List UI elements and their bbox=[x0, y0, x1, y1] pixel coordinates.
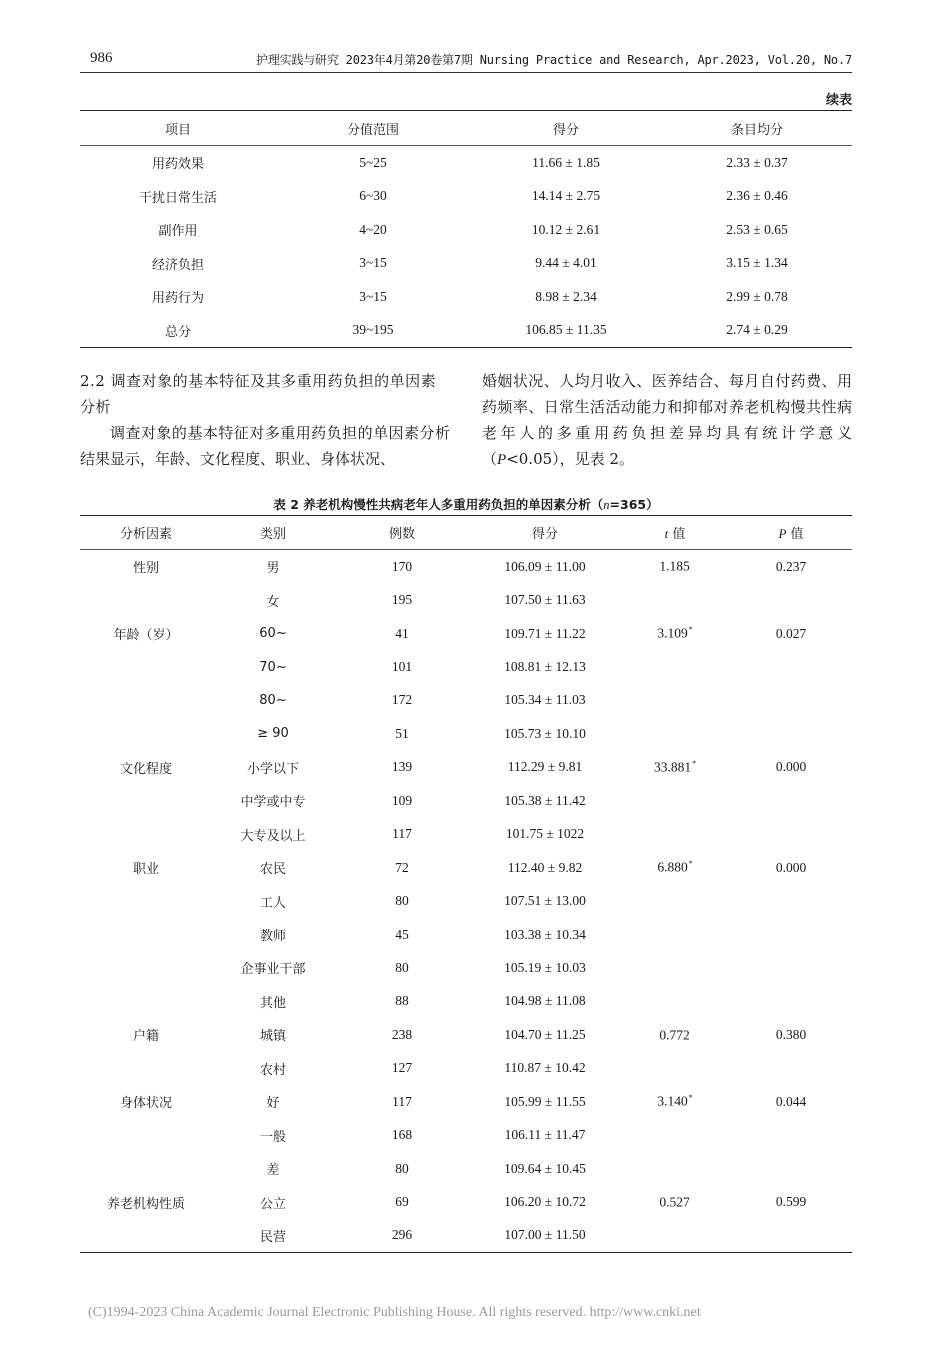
cell-t bbox=[620, 884, 730, 917]
cell-count: 72 bbox=[395, 859, 409, 875]
table-row bbox=[80, 918, 852, 951]
cell-category: 教师 bbox=[259, 929, 286, 945]
body-paragraph-continued: 婚姻状况、人均月收入、医养结合、每月自付药费、用药频率、日常生活活动能力和抑郁对养老机构慢共性病老年人的多重用药负担差异均具有统计学意义（ bbox=[482, 372, 852, 468]
table-row bbox=[80, 717, 852, 750]
cell-count: 238 bbox=[391, 1026, 413, 1042]
t-suffix: 值 bbox=[668, 527, 686, 542]
caption-n-symbol: n bbox=[603, 498, 610, 512]
table-row bbox=[80, 1152, 852, 1185]
cell-score: 105.73 ± 10.10 bbox=[504, 725, 586, 741]
text-column-right bbox=[482, 368, 852, 473]
table-cell: 副作用 bbox=[158, 224, 198, 240]
cell-t bbox=[620, 1118, 730, 1151]
table-continued-label: 续表 bbox=[825, 93, 852, 108]
cell-p: 0.237 bbox=[775, 558, 807, 574]
table-row bbox=[80, 213, 852, 247]
column-header-t bbox=[620, 516, 730, 550]
table-cell: 2.74 ± 0.29 bbox=[726, 322, 788, 338]
cell-score: 105.19 ± 10.03 bbox=[504, 959, 586, 975]
table-cell: 3.15 ± 1.34 bbox=[726, 255, 788, 271]
cell-score: 112.40 ± 9.82 bbox=[507, 859, 583, 875]
cell-count: 117 bbox=[392, 1093, 412, 1109]
cell-t bbox=[620, 918, 730, 951]
body-paragraph-end: <0.05），见表 2。 bbox=[506, 450, 634, 468]
column-header-score: 得分 bbox=[470, 516, 620, 550]
cell-factor: 文化程度 bbox=[119, 761, 172, 777]
table-row bbox=[80, 751, 852, 784]
table-cell: 3~15 bbox=[359, 255, 387, 271]
cell-category: 其他 bbox=[259, 995, 286, 1011]
cell-factor: 养老机构性质 bbox=[106, 1196, 185, 1212]
cell-category: 农村 bbox=[259, 1062, 286, 1078]
column-header-count: 例数 bbox=[334, 516, 470, 550]
cell-category: ≥ 90 bbox=[257, 726, 289, 742]
cell-t bbox=[620, 1152, 730, 1185]
cell-p bbox=[730, 1118, 852, 1151]
cell-count: 109 bbox=[391, 792, 413, 808]
cell-category: 差 bbox=[266, 1163, 280, 1179]
body-paragraph: 调查对象的基本特征对多重用药负担的单因素分析结果显示，年龄、文化程度、职业、身体状况、 bbox=[80, 424, 450, 468]
table-cell: 2.53 ± 0.65 bbox=[726, 221, 788, 237]
cell-p: 0.380 bbox=[775, 1026, 807, 1042]
cell-p bbox=[730, 884, 852, 917]
cell-count: 80 bbox=[395, 959, 409, 975]
cell-count: 139 bbox=[391, 759, 413, 775]
table-row bbox=[80, 985, 852, 1018]
cell-category: 好 bbox=[266, 1096, 280, 1112]
cell-count: 172 bbox=[391, 692, 413, 708]
column-header: 分值范围 bbox=[276, 111, 470, 146]
t-value: 33.881 bbox=[653, 759, 692, 775]
cell-t bbox=[620, 650, 730, 683]
cell-category: 大专及以上 bbox=[240, 828, 306, 844]
cell-t bbox=[620, 617, 730, 650]
cell-factor: 身体状况 bbox=[119, 1096, 172, 1112]
cell-factor bbox=[80, 818, 212, 851]
cell-score: 109.71 ± 11.22 bbox=[504, 625, 586, 641]
cell-score: 105.99 ± 11.55 bbox=[504, 1093, 586, 1109]
section-heading: 2.2 调查对象的基本特征及其多重用药负担的单因素分析 bbox=[80, 372, 437, 416]
cell-category: 农民 bbox=[259, 862, 286, 878]
cell-category: 60~ bbox=[259, 626, 287, 642]
cell-t bbox=[620, 684, 730, 717]
cell-t bbox=[620, 1085, 730, 1118]
cell-p: 0.044 bbox=[775, 1093, 807, 1109]
table-row bbox=[80, 180, 852, 214]
cell-t bbox=[620, 985, 730, 1018]
cell-score: 103.38 ± 10.34 bbox=[504, 926, 586, 942]
cell-p: 0.000 bbox=[775, 859, 807, 875]
table-cell: 6~30 bbox=[359, 188, 387, 204]
table-cell: 4~20 bbox=[359, 221, 387, 237]
cell-score: 106.20 ± 10.72 bbox=[504, 1194, 586, 1210]
column-header-factor: 分析因素 bbox=[80, 516, 212, 550]
journal-citation: 护理实践与研究 2023年4月第20卷第7期 Nursing Practice and Research, Apr.2023, Vol.20, No.7 bbox=[256, 53, 852, 67]
cell-score: 112.29 ± 9.81 bbox=[507, 759, 583, 775]
table-row bbox=[80, 1052, 852, 1085]
cell-t bbox=[620, 818, 730, 851]
cell-category: 中学或中专 bbox=[240, 795, 306, 811]
significance-mark: * bbox=[692, 759, 697, 769]
cell-p bbox=[730, 650, 852, 683]
cell-p bbox=[730, 951, 852, 984]
cell-category: 城镇 bbox=[259, 1029, 286, 1045]
cell-p: 0.599 bbox=[775, 1194, 807, 1210]
table-cell: 3~15 bbox=[359, 288, 387, 304]
table-row bbox=[80, 1219, 852, 1253]
cell-factor bbox=[80, 1152, 212, 1185]
table-row bbox=[80, 851, 852, 884]
cell-factor bbox=[80, 1118, 212, 1151]
cell-score: 107.51 ± 13.00 bbox=[504, 893, 586, 909]
cell-p bbox=[730, 985, 852, 1018]
t-value: 1.185 bbox=[659, 558, 690, 574]
cell-p bbox=[730, 918, 852, 951]
cell-factor bbox=[80, 1052, 212, 1085]
cell-t bbox=[620, 1219, 730, 1253]
cell-t bbox=[620, 1052, 730, 1085]
cell-category: 小学以下 bbox=[246, 761, 299, 777]
column-header-p bbox=[730, 516, 852, 550]
cell-t bbox=[620, 851, 730, 884]
cell-score: 104.70 ± 11.25 bbox=[504, 1026, 586, 1042]
cell-score: 105.34 ± 11.03 bbox=[504, 692, 586, 708]
table-cell: 106.85 ± 11.35 bbox=[525, 322, 607, 338]
table-row bbox=[80, 818, 852, 851]
cell-t bbox=[620, 1018, 730, 1051]
table-row bbox=[80, 146, 852, 180]
table-cell: 总分 bbox=[164, 324, 191, 340]
cell-count: 69 bbox=[395, 1194, 409, 1210]
cell-factor: 职业 bbox=[132, 862, 159, 878]
table-row bbox=[80, 1185, 852, 1218]
table-cell: 39~195 bbox=[352, 322, 394, 338]
text-column-left bbox=[80, 368, 450, 472]
cell-count: 168 bbox=[391, 1127, 413, 1143]
significance-mark: * bbox=[688, 1093, 693, 1103]
cell-t bbox=[620, 583, 730, 616]
cell-p: 0.027 bbox=[775, 625, 807, 641]
cell-category: 一般 bbox=[259, 1129, 286, 1145]
table-row bbox=[80, 583, 852, 616]
cell-count: 80 bbox=[395, 1160, 409, 1176]
table-cell: 经济负担 bbox=[151, 257, 204, 273]
cell-factor bbox=[80, 951, 212, 984]
cell-t bbox=[620, 784, 730, 817]
cell-count: 80 bbox=[395, 893, 409, 909]
table-row bbox=[80, 684, 852, 717]
t-value: 6.880 bbox=[657, 859, 688, 875]
cell-category: 企事业干部 bbox=[240, 962, 306, 978]
score-table bbox=[80, 110, 852, 348]
table-cell: 干扰日常生活 bbox=[138, 190, 217, 206]
table-row bbox=[80, 951, 852, 984]
copyright-footer: (C)1994-2023 China Academic Journal Electronic Publishing House. All rights reserved. http://www.cnki.net bbox=[88, 1305, 701, 1320]
cell-t bbox=[620, 751, 730, 784]
table-cell: 2.33 ± 0.37 bbox=[726, 154, 788, 170]
table-cell: 10.12 ± 2.61 bbox=[531, 221, 601, 237]
table-header-row bbox=[80, 111, 852, 146]
cell-factor bbox=[80, 985, 212, 1018]
table-row bbox=[80, 247, 852, 281]
table-row bbox=[80, 550, 852, 584]
cell-p bbox=[730, 1052, 852, 1085]
cell-category: 80~ bbox=[259, 692, 287, 708]
table-cell: 2.36 ± 0.46 bbox=[726, 188, 788, 204]
cell-category: 民营 bbox=[259, 1229, 286, 1245]
cell-t bbox=[620, 951, 730, 984]
table-row bbox=[80, 784, 852, 817]
cell-score: 109.64 ± 10.45 bbox=[504, 1160, 586, 1176]
cell-p bbox=[730, 583, 852, 616]
cell-count: 41 bbox=[395, 625, 409, 641]
cell-t bbox=[620, 1185, 730, 1218]
t-value: 0.772 bbox=[659, 1027, 690, 1043]
univariate-table bbox=[80, 515, 852, 1253]
table-row bbox=[80, 1118, 852, 1151]
cell-count: 127 bbox=[391, 1060, 413, 1076]
cell-count: 88 bbox=[395, 993, 409, 1009]
caption-text-end: =365） bbox=[609, 497, 659, 512]
table-cell: 9.44 ± 4.01 bbox=[535, 255, 597, 271]
p-symbol: P bbox=[778, 526, 787, 541]
cell-factor bbox=[80, 884, 212, 917]
cell-category: 工人 bbox=[259, 895, 286, 911]
cell-count: 296 bbox=[391, 1227, 413, 1243]
t-value: 3.140 bbox=[657, 1093, 688, 1109]
table-cell: 8.98 ± 2.34 bbox=[535, 288, 597, 304]
cell-factor bbox=[80, 684, 212, 717]
table-row bbox=[80, 1085, 852, 1118]
cell-factor: 户籍 bbox=[132, 1029, 159, 1045]
cell-count: 101 bbox=[391, 659, 413, 675]
cell-t bbox=[620, 550, 730, 584]
table-row bbox=[80, 884, 852, 917]
t-symbol: t bbox=[664, 526, 669, 541]
table-row bbox=[80, 280, 852, 314]
p-symbol: P bbox=[497, 452, 507, 468]
cell-t bbox=[620, 717, 730, 750]
t-value: 3.109 bbox=[657, 625, 688, 641]
table-header-row bbox=[80, 516, 852, 550]
p-suffix: 值 bbox=[786, 527, 804, 542]
cell-count: 45 bbox=[395, 926, 409, 942]
cell-p bbox=[730, 684, 852, 717]
cell-count: 117 bbox=[392, 826, 412, 842]
column-header: 项目 bbox=[80, 111, 276, 146]
cell-p bbox=[730, 818, 852, 851]
cell-p bbox=[730, 717, 852, 750]
table-row bbox=[80, 1018, 852, 1051]
cell-category: 女 bbox=[266, 594, 280, 610]
cell-p bbox=[730, 784, 852, 817]
cell-score: 107.50 ± 11.63 bbox=[504, 592, 586, 608]
cell-score: 106.09 ± 11.00 bbox=[504, 558, 586, 574]
table-caption bbox=[80, 495, 852, 513]
table-cell: 用药行为 bbox=[151, 291, 204, 307]
running-header bbox=[80, 48, 852, 73]
table-row bbox=[80, 617, 852, 650]
cell-p: 0.000 bbox=[775, 759, 807, 775]
cell-score: 104.98 ± 11.08 bbox=[504, 993, 586, 1009]
cell-category: 男 bbox=[266, 561, 280, 577]
cell-score: 107.00 ± 11.50 bbox=[504, 1227, 586, 1243]
cell-factor bbox=[80, 583, 212, 616]
significance-mark: * bbox=[688, 625, 693, 635]
table-cell: 5~25 bbox=[359, 154, 387, 170]
cell-p bbox=[730, 1219, 852, 1253]
cell-score: 110.87 ± 10.42 bbox=[504, 1060, 586, 1076]
column-header-category: 类别 bbox=[212, 516, 334, 550]
table-cell: 2.99 ± 0.78 bbox=[726, 288, 788, 304]
table-cell: 用药效果 bbox=[151, 157, 204, 173]
cell-count: 170 bbox=[391, 558, 413, 574]
cell-factor bbox=[80, 1219, 212, 1253]
cell-score: 108.81 ± 12.13 bbox=[504, 659, 586, 675]
cell-category: 公立 bbox=[259, 1196, 286, 1212]
cell-category: 70~ bbox=[259, 659, 287, 675]
cell-factor bbox=[80, 918, 212, 951]
table-row bbox=[80, 314, 852, 348]
page-number: 986 bbox=[90, 50, 113, 66]
table-cell: 14.14 ± 2.75 bbox=[531, 188, 601, 204]
t-value: 0.527 bbox=[659, 1194, 690, 1210]
cell-count: 195 bbox=[391, 592, 413, 608]
cell-score: 106.11 ± 11.47 bbox=[504, 1127, 586, 1143]
cell-score: 101.75 ± 1022 bbox=[505, 826, 585, 842]
cell-p bbox=[730, 1152, 852, 1185]
caption-text: 表 2 养老机构慢性共病老年人多重用药负担的单因素分析（ bbox=[273, 497, 604, 512]
significance-mark: * bbox=[688, 859, 693, 869]
column-header: 条目均分 bbox=[662, 111, 852, 146]
column-header: 得分 bbox=[470, 111, 662, 146]
cell-factor bbox=[80, 784, 212, 817]
cell-factor: 年龄（岁） bbox=[113, 628, 179, 644]
table-cell: 11.66 ± 1.85 bbox=[532, 154, 600, 170]
cell-factor: 性别 bbox=[132, 561, 159, 577]
cell-factor bbox=[80, 650, 212, 683]
cell-factor bbox=[80, 717, 212, 750]
cell-score: 105.38 ± 11.42 bbox=[504, 792, 586, 808]
cell-count: 51 bbox=[395, 725, 409, 741]
table-row bbox=[80, 650, 852, 683]
